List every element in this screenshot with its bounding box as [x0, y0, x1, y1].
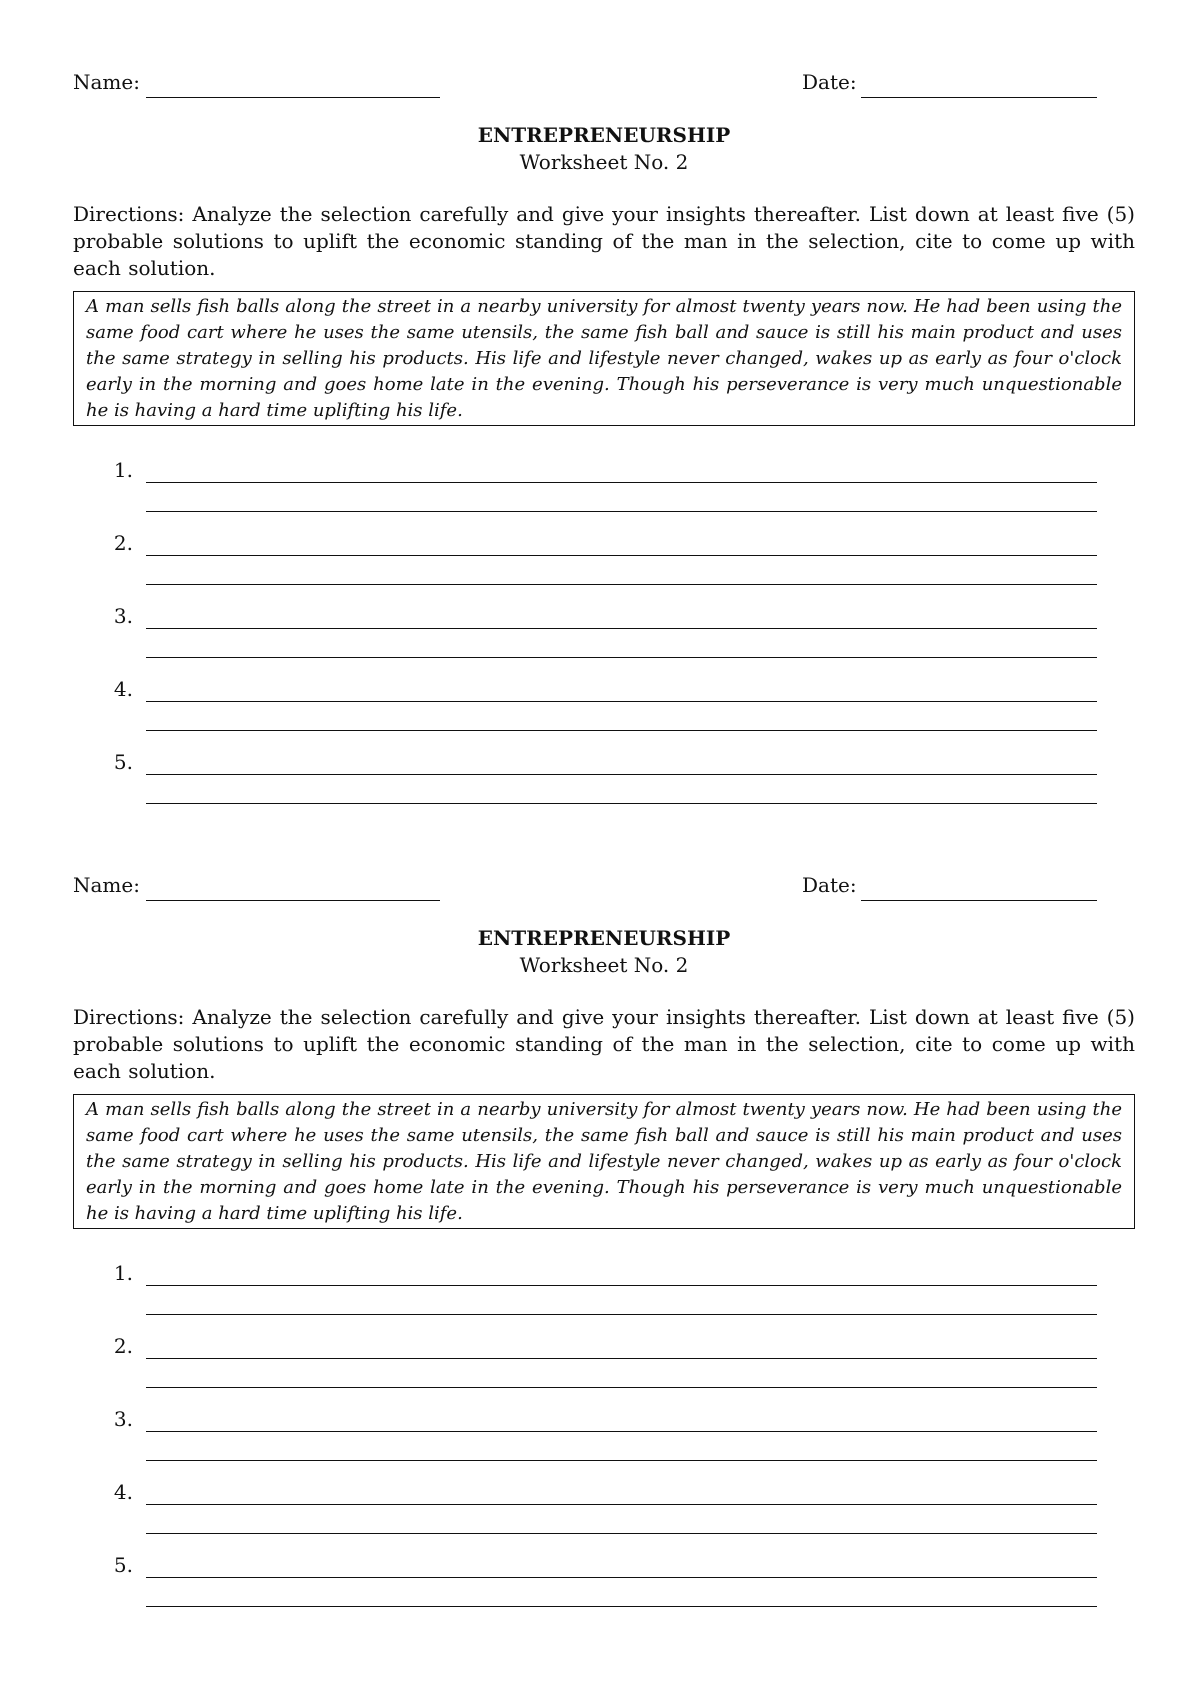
- answer-blank-line[interactable]: [146, 1577, 1097, 1578]
- name-blank-line[interactable]: [146, 97, 440, 98]
- name-blank-line[interactable]: [146, 900, 440, 901]
- title-block: [73, 122, 1135, 176]
- answer-number: 5.: [113, 750, 133, 774]
- selection-box: A man sells fish balls along the street in a nearby university for almost twenty years now. He had been using the same food cart where he uses the same utensils, the same fish ball and sauce is still his main product and uses the same strategy in selling his products. His life and lifestyle never changed, wakes up as early as four o'clock early in the morning and goes home late in the evening. Though his perseverance is very much unquestionable he is having a hard time uplifting his life.: [73, 1094, 1135, 1229]
- answer-item: [73, 1330, 1135, 1403]
- answer-item: [73, 1257, 1135, 1330]
- directions-text: Directions: Analyze the selection carefully and give your insights thereafter. List down at least five (5) probable solutions to uplift the economic standing of the man in the selection, cite to come up with each solution.: [73, 1005, 1135, 1083]
- date-field-group: [802, 873, 857, 897]
- answer-blank-line[interactable]: [146, 1285, 1097, 1286]
- answer-blank-line[interactable]: [146, 1504, 1097, 1505]
- selection-box: A man sells fish balls along the street in a nearby university for almost twenty years now. He had been using the same food cart where he uses the same utensils, the same fish ball and sauce is still his main product and uses the same strategy in selling his products. His life and lifestyle never changed, wakes up as early as four o'clock early in the morning and goes home late in the evening. Though his perseverance is very much unquestionable he is having a hard time uplifting his life.: [73, 291, 1135, 426]
- name-field-group: [73, 873, 140, 897]
- header-row: [73, 873, 1135, 909]
- worksheet-subtitle: Worksheet No. 2: [519, 953, 689, 977]
- answer-item: [73, 600, 1135, 673]
- answer-blank-line[interactable]: [146, 1358, 1097, 1359]
- answer-blank-line[interactable]: [146, 1460, 1097, 1461]
- name-field-group: [73, 70, 140, 94]
- answer-item: [73, 673, 1135, 746]
- date-blank-line[interactable]: [861, 900, 1097, 901]
- answer-number: 2.: [113, 531, 133, 555]
- answer-blank-line[interactable]: [146, 803, 1097, 804]
- date-label: Date:: [802, 70, 857, 94]
- name-label: Name:: [73, 70, 140, 94]
- answer-item: [73, 746, 1135, 819]
- answer-item: [73, 454, 1135, 527]
- answer-list: [73, 454, 1135, 819]
- answer-number: 4.: [113, 1480, 133, 1504]
- worksheet-subtitle: Worksheet No. 2: [519, 150, 689, 174]
- answer-blank-line[interactable]: [146, 774, 1097, 775]
- worksheet-title: ENTREPRENEURSHIP: [477, 926, 731, 950]
- answer-number: 3.: [113, 1407, 133, 1431]
- answer-blank-line[interactable]: [146, 1314, 1097, 1315]
- answer-number: 1.: [113, 458, 133, 482]
- worksheet-2: [73, 873, 1135, 1622]
- answer-number: 1.: [113, 1261, 133, 1285]
- answer-blank-line[interactable]: [146, 511, 1097, 512]
- answer-blank-line[interactable]: [146, 555, 1097, 556]
- answer-item: [73, 527, 1135, 600]
- answer-item: [73, 1476, 1135, 1549]
- answer-blank-line[interactable]: [146, 482, 1097, 483]
- date-blank-line[interactable]: [861, 97, 1097, 98]
- answer-blank-line[interactable]: [146, 628, 1097, 629]
- date-label: Date:: [802, 873, 857, 897]
- answer-number: 5.: [113, 1553, 133, 1577]
- title-block: [73, 925, 1135, 979]
- answer-blank-line[interactable]: [146, 701, 1097, 702]
- answer-blank-line[interactable]: [146, 730, 1097, 731]
- worksheet-1: [73, 70, 1135, 819]
- answer-blank-line[interactable]: [146, 1431, 1097, 1432]
- directions-text: Directions: Analyze the selection carefully and give your insights thereafter. List down at least five (5) probable solutions to uplift the economic standing of the man in the selection, cite to come up with each solution.: [73, 202, 1135, 280]
- answer-number: 3.: [113, 604, 133, 628]
- answer-list: [73, 1257, 1135, 1622]
- answer-number: 2.: [113, 1334, 133, 1358]
- answer-item: [73, 1549, 1135, 1622]
- date-field-group: [802, 70, 857, 94]
- worksheet-title: ENTREPRENEURSHIP: [477, 123, 731, 147]
- answer-blank-line[interactable]: [146, 1533, 1097, 1534]
- answer-blank-line[interactable]: [146, 1606, 1097, 1607]
- name-label: Name:: [73, 873, 140, 897]
- answer-blank-line[interactable]: [146, 1387, 1097, 1388]
- answer-blank-line[interactable]: [146, 657, 1097, 658]
- answer-number: 4.: [113, 677, 133, 701]
- answer-item: [73, 1403, 1135, 1476]
- answer-blank-line[interactable]: [146, 584, 1097, 585]
- header-row: [73, 70, 1135, 106]
